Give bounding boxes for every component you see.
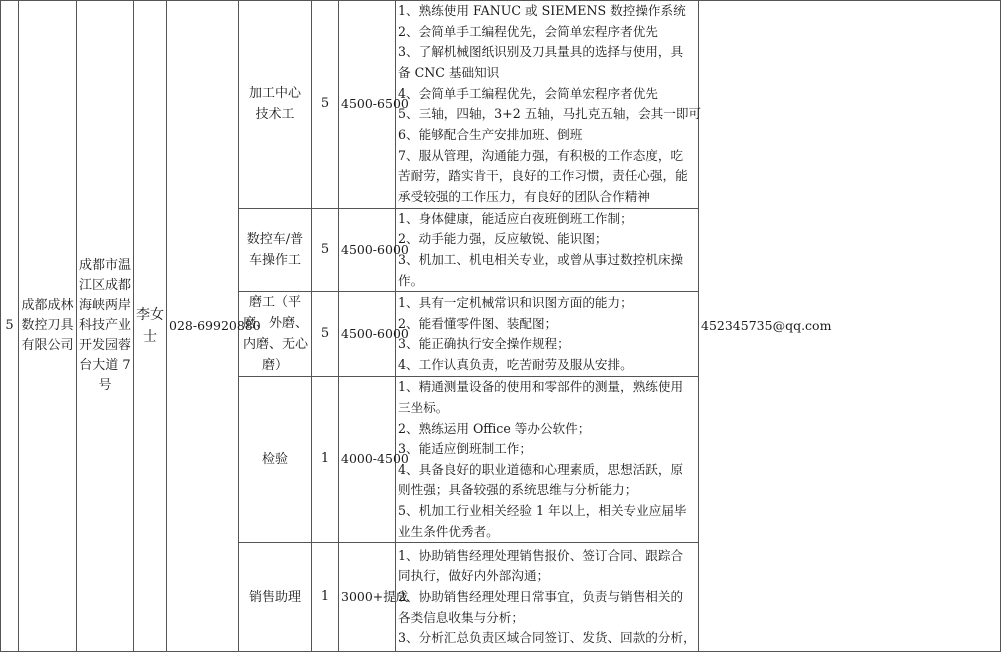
job-salary: 4500-6000 xyxy=(339,292,396,377)
job-title: 加工中心 技术工 xyxy=(239,1,312,209)
job-count: 5 xyxy=(312,208,339,292)
job-requirements: 1、协助销售经理处理销售报价、签订合同、跟踪合 同执行，做好内外部沟通； 2、协助销售经理处理日常事宜，负责与销售相关的 各类信息收集与分析； 3、分析汇总负责区域合同签订、发货、回款的分析， xyxy=(396,543,699,652)
company-name: 成都成林 数控刀具 有限公司 xyxy=(19,1,77,652)
job-requirements: 1、具有一定机械常识和识图方面的能力； 2、能看懂零件图、装配图； 3、能正确执行安全操作规程； 4、工作认真负责，吃苦耐劳及服从安排。 xyxy=(396,292,699,377)
job-count: 1 xyxy=(312,543,339,652)
job-title: 磨工（平 磨、外磨、 内磨、无心 磨） xyxy=(239,292,312,377)
job-salary: 3000+提成 xyxy=(339,543,396,652)
job-title: 数控车/普 车操作工 xyxy=(239,208,312,292)
job-title: 销售助理 xyxy=(239,543,312,652)
job-title: 检验 xyxy=(239,377,312,543)
job-requirements: 1、精通测量设备的使用和零部件的测量，熟练使用 三坐标。 2、熟练运用 Office 等办公软件； 3、能适应倒班制工作； 4、具备良好的职业道德和心理素质，思想活跃，原 则性强；具备较强的系统思维与分析能力； 5、机加工行业相关经验 1 年以上，相关专业应届毕 业生条件优秀者。 xyxy=(396,377,699,543)
job-salary: 4000-4500 xyxy=(339,377,396,543)
job-requirements: 1、身体健康，能适应白夜班倒班工作制； 2、动手能力强，反应敏锐、能识图； 3、机加工、机电相关专业，或曾从事过数控机床操 作。 xyxy=(396,208,699,292)
company-address: 成都市温 江区成都 海峡两岸 科技产业 开发园蓉 台大道 7 号 xyxy=(77,1,134,652)
job-salary: 4500-6500 xyxy=(339,1,396,209)
row-index: 5 xyxy=(1,1,19,652)
job-count: 5 xyxy=(312,1,339,209)
contact-person: 李女 士 xyxy=(134,1,167,652)
table-row xyxy=(1,1,1001,209)
job-count: 1 xyxy=(312,377,339,543)
job-count: 5 xyxy=(312,292,339,377)
contact-phone: 028-69920880 xyxy=(167,1,239,652)
job-requirements: 1、熟练使用 FANUC 或 SIEMENS 数控操作系统 2、会简单手工编程优先，会简单宏程序者优先 3、了解机械图纸识别及刀具量具的选择与使用，具 备 CNC 基础知识 4、会简单手工编程优先，会简单宏程序者优先 5、三轴，四轴，3+2 五轴，马扎克五轴，会其一即可 6、能够配合生产安排加班、倒班 7、服从管理，沟通能力强，有积极的工作态度，吃 苦耐劳，踏实肯干，良好的工作习惯，责任心强，能 承受较强的工作压力，有良好的团队合作精神 xyxy=(396,1,699,209)
contact-email: 452345735@qq.com xyxy=(699,1,1001,652)
job-salary: 4500-6000 xyxy=(339,208,396,292)
